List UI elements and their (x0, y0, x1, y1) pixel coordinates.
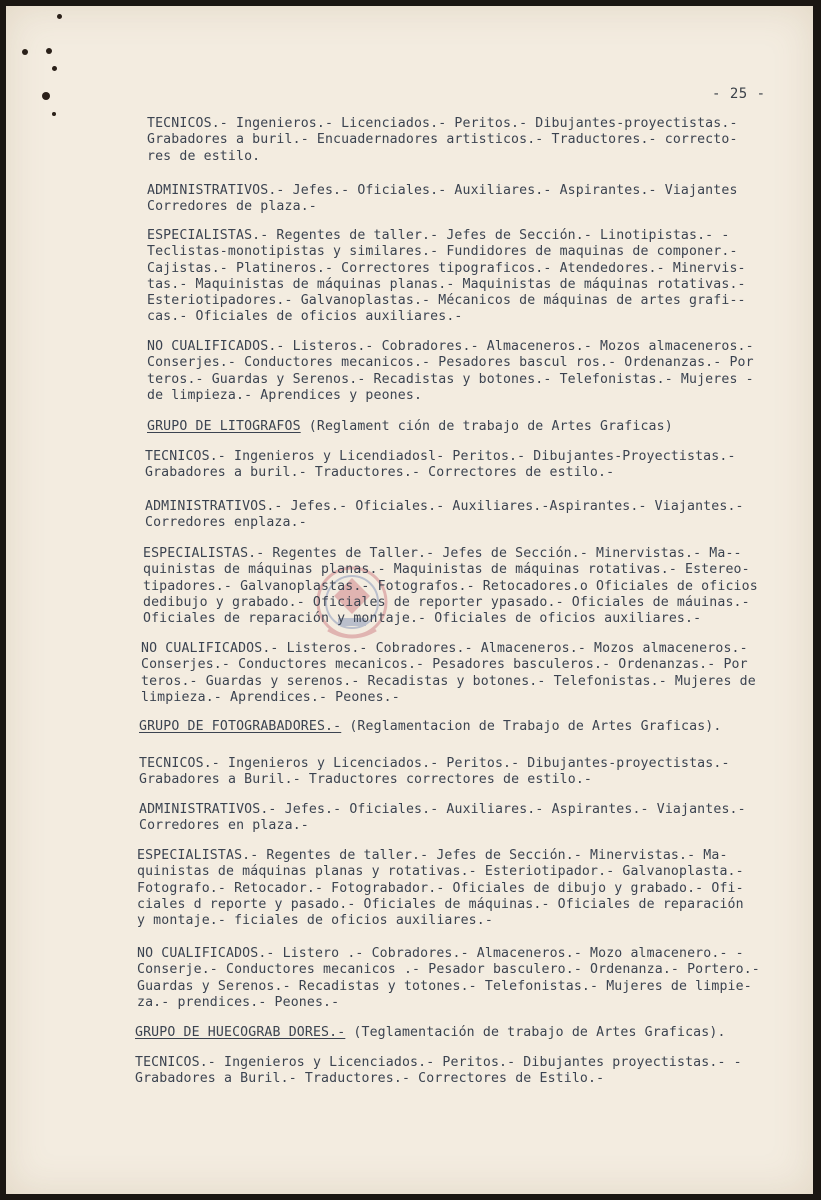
category-paragraph (139, 756, 730, 789)
text-line: de limpieza.- Aprendices y peones. (147, 387, 423, 403)
text-line: Grabadores a Buril.- Traductores.- Correctores de Estilo.- (135, 1071, 605, 1087)
text-line: Corredores enplaza.- (145, 515, 307, 531)
document-body (6, 6, 813, 1194)
text-line: tipadores.- Galvanoplastas.- Fotografos.- Retocadores.o Oficiales de oficios (143, 578, 758, 594)
page-number: - 25 - (712, 86, 766, 102)
text-line: NO CUALIFICADOS.- Listeros.- Cobradores.- Almaceneros.- Mozos almaceneros.- (147, 339, 754, 354)
section-heading-note: (Teglamentación de trabajo de Artes Graficas). (345, 1025, 726, 1040)
text-line: Conserjes.- Conductores mecanicos.- Pesadores basculeros.- Ordenanzas.- Por (141, 657, 748, 673)
text-line: TECNICOS.- Ingenieros y Licenciados.- Peritos.- Dibujantes proyectistas.- - (135, 1055, 742, 1070)
text-line: teros.- Guardas y serenos.- Recadistas y botones.- Telefonistas.- Mujeres de (141, 673, 756, 689)
text-line: ADMINISTRATIVOS.- Jefes.- Oficiales.- Auxiliares.- Aspirantes.- Viajantes (147, 183, 738, 198)
section-heading-title: GRUPO DE LITOGRAFOS (147, 419, 301, 434)
text-line: limpieza.- Aprendices.- Peones.- (141, 689, 400, 705)
text-line: y montaje.- ficiales de oficios auxiliares.- (137, 913, 493, 929)
category-paragraph (147, 183, 738, 216)
text-line: teros.- Guardas y Serenos.- Recadistas y botones.- Telefonistas.- Mujeres - (147, 371, 754, 387)
text-line: ESPECIALISTAS.- Regentes de Taller.- Jefes de Sección.- Minervistas.- Ma-- (143, 546, 742, 561)
section-heading (139, 719, 721, 735)
section-heading (147, 419, 673, 435)
category-paragraph (147, 116, 738, 165)
text-line: Guardas y Serenos.- Recadistas y totones.- Telefonistas.- Mujeres de limpie- (137, 978, 752, 994)
category-paragraph (147, 339, 754, 404)
category-paragraph (137, 946, 760, 1011)
section-heading-note: (Reglament ción de trabajo de Artes Graficas) (300, 419, 673, 434)
text-line: res de estilo. (147, 148, 261, 164)
text-line: Teclistas-monotipistas y similares.- Fundidores de maquinas de componer.- (147, 244, 738, 260)
text-line: dedibujo y grabado.- Oficiales de reporter ypasado.- Oficiales de máuinas.- (143, 594, 750, 610)
document-page (6, 6, 813, 1194)
category-paragraph (143, 546, 758, 627)
section-heading (135, 1025, 726, 1041)
text-line: za.- prendices.- Peones.- (137, 994, 340, 1010)
text-line: cas.- Oficiales de oficios auxiliares.- (147, 309, 463, 325)
category-paragraph (141, 641, 756, 706)
section-heading-title: GRUPO DE HUECOGRAB DORES.- (135, 1025, 346, 1040)
text-line: ESPECIALISTAS.- Regentes de taller.- Jefes de Sección.- Minervistas.- Ma- (137, 848, 728, 863)
text-line: NO CUALIFICADOS.- Listeros.- Cobradores.- Almaceneros.- Mozos almaceneros.- (141, 641, 748, 656)
category-paragraph (145, 499, 744, 532)
category-paragraph (145, 449, 736, 482)
text-line: quinistas de máquinas planas.- Maquinistas de máquinas rotativas.- Estereo- (143, 562, 750, 578)
text-line: Cajistas.- Platineros.- Correctores tipograficos.- Atendedores.- Minervis- (147, 260, 746, 276)
text-line: Grabadores a buril.- Traductores.- Correctores de estilo.- (145, 465, 615, 481)
text-line: ADMINISTRATIVOS.- Jefes.- Oficiales.- Auxiliares.-Aspirantes.- Viajantes.- (145, 499, 744, 514)
category-paragraph (139, 802, 746, 835)
category-paragraph (147, 228, 746, 326)
text-line: Conserje.- Conductores mecanicos .- Pesador basculero.- Ordenanza.- Portero.- (137, 962, 760, 978)
text-line: ciales d reporte y pasado.- Oficiales de máquinas.- Oficiales de reparación (137, 896, 744, 912)
text-line: Corredores de plaza.- (147, 199, 317, 215)
text-line: TECNICOS.- Ingenieros y Licendiadosl- Peritos.- Dibujantes-Proyectistas.- (145, 449, 736, 464)
category-paragraph (137, 848, 744, 929)
text-line: ESPECIALISTAS.- Regentes de taller.- Jefes de Sección.- Linotipistas.- - (147, 228, 730, 243)
text-line: NO CUALIFICADOS.- Listero .- Cobradores.- Almaceneros.- Mozo almacenero.- - (137, 946, 744, 961)
text-line: Conserjes.- Conductores mecanicos.- Pesadores bascul ros.- Ordenanzas.- Por (147, 355, 754, 371)
text-line: Grabadores a buril.- Encuadernadores artisticos.- Traductores.- correcto- (147, 132, 738, 148)
text-line: Fotografo.- Retocador.- Fotograbador.- Oficiales de dibujo y grabado.- Ofi- (137, 880, 744, 896)
section-heading-note: (Reglamentacion de Trabajo de Artes Graficas). (341, 719, 722, 734)
text-line: Oficiales de reparación y montaje.- Oficiales de oficios auxiliares.- (143, 611, 702, 627)
text-line: Esteriotipadores.- Galvanoplastas.- Mécanicos de máquinas de artes grafi-- (147, 293, 746, 309)
text-line: ADMINISTRATIVOS.- Jefes.- Oficiales.- Auxiliares.- Aspirantes.- Viajantes.- (139, 802, 746, 817)
text-line: Corredores en plaza.- (139, 818, 309, 834)
text-line: quinistas de máquinas planas y rotativas.- Esteriotipador.- Galvanoplasta.- (137, 864, 744, 880)
section-heading-title: GRUPO DE FOTOGRABADORES.- (139, 719, 342, 734)
text-line: TECNICOS.- Ingenieros.- Licenciados.- Peritos.- Dibujantes-proyectistas.- (147, 116, 738, 131)
text-line: Grabadores a Buril.- Traductores correctores de estilo.- (139, 772, 593, 788)
text-line: tas.- Maquinistas de máquinas planas.- Maquinistas de máquinas rotativas.- (147, 276, 746, 292)
category-paragraph (135, 1055, 742, 1088)
text-line: TECNICOS.- Ingenieros y Licenciados.- Peritos.- Dibujantes-proyectistas.- (139, 756, 730, 771)
